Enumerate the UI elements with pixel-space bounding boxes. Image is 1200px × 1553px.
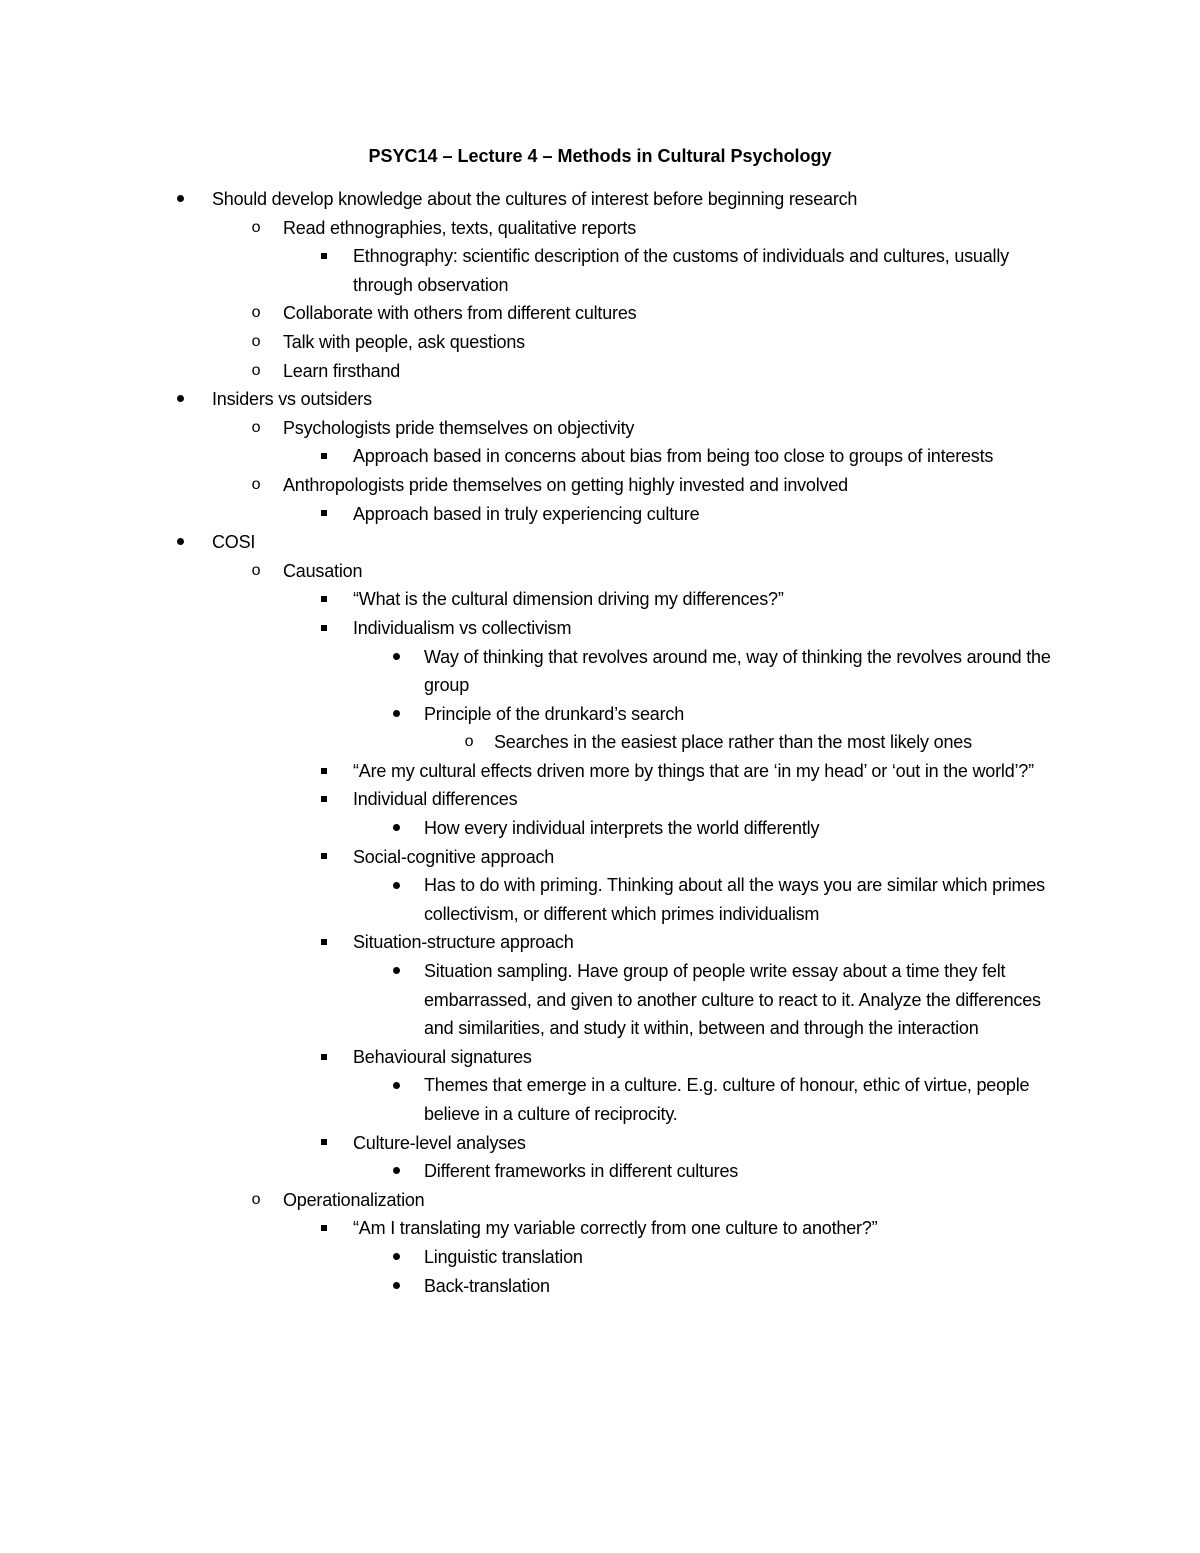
outline-item-text: Principle of the drunkard’s search	[424, 703, 685, 724]
outline-item-level-2	[0, 557, 1200, 586]
square-bullet-icon	[314, 614, 334, 643]
square-bullet-icon	[314, 500, 334, 529]
outline-item-text: Causation	[283, 560, 363, 581]
circle-bullet-icon: o	[251, 561, 261, 579]
outline-item-text: Anthropologists pride themselves on getting highly invested and involved	[283, 474, 848, 495]
outline-item-level-1	[0, 528, 1200, 557]
disc-bullet-icon	[386, 1243, 406, 1272]
circle-bullet-icon: o	[464, 733, 474, 751]
outline-item-text: Talk with people, ask questions	[283, 331, 525, 352]
outline-item-text: Ethnography: scientific description of the customs of individuals and cultures, usually through observation	[353, 246, 1009, 295]
outline-item-level-2	[0, 299, 1200, 328]
outline-item-level-3	[0, 1129, 1200, 1158]
outline-item-text: Insiders vs outsiders	[212, 389, 372, 410]
circle-bullet-icon: o	[251, 361, 261, 379]
outline-item-text: Individualism vs collectivism	[353, 617, 572, 638]
outline-item-text: Operationalization	[283, 1189, 425, 1210]
outline-item-text: COSI	[212, 532, 256, 553]
outline-item-level-3	[0, 928, 1200, 957]
square-bullet-icon	[314, 442, 334, 471]
document-title: PSYC14 – Lecture 4 – Methods in Cultural Psychology	[368, 146, 832, 166]
outline-item-text: Linguistic translation	[424, 1246, 583, 1267]
square-bullet-icon	[314, 1129, 334, 1158]
outline-item-text: Back-translation	[424, 1275, 550, 1296]
disc-bullet-icon	[386, 700, 406, 729]
outline-item-text: “Are my cultural effects driven more by things that are ‘in my head’ or ‘out in the world’?”	[353, 760, 1034, 781]
outline-item-level-2	[0, 357, 1200, 386]
outline-item-text: Approach based in truly experiencing culture	[353, 503, 700, 524]
square-bullet-icon	[314, 757, 334, 786]
disc-bullet-icon	[170, 385, 190, 414]
outline-item-level-4	[0, 1272, 1200, 1301]
disc-bullet-icon	[170, 185, 190, 214]
outline-item-text: Culture-level analyses	[353, 1132, 526, 1153]
outline-item-text: Learn firsthand	[283, 360, 401, 381]
disc-bullet-icon	[386, 1157, 406, 1186]
outline-item-text: Read ethnographies, texts, qualitative reports	[283, 217, 637, 238]
outline-item-text: Situation sampling. Have group of people write essay about a time they felt embarrassed, and given to another culture to react to it. Analyze the differences and similarities, and study it within, between and through the interaction	[424, 961, 1041, 1039]
outline-item-level-3	[0, 785, 1200, 814]
outline-item-text: Psychologists pride themselves on objectivity	[283, 417, 635, 438]
outline-item-level-3	[0, 614, 1200, 643]
outline-item-text: Way of thinking that revolves around me, way of thinking the revolves around the group	[424, 646, 1051, 696]
outline-item-level-1	[0, 185, 1200, 214]
outline-item-level-3	[0, 442, 1200, 471]
outline-item-text: “What is the cultural dimension driving my differences?”	[353, 589, 784, 610]
outline-item-text: Should develop knowledge about the cultures of interest before beginning research	[212, 189, 858, 209]
outline-item-text: “Am I translating my variable correctly from one culture to another?”	[353, 1218, 878, 1239]
disc-bullet-icon	[386, 1272, 406, 1301]
square-bullet-icon	[314, 1214, 334, 1243]
outline-item-text: Behavioural signatures	[353, 1046, 532, 1067]
outline-item-level-4	[0, 1243, 1200, 1272]
outline-item-text: Individual differences	[353, 789, 518, 810]
outline-item-level-3	[0, 757, 1200, 786]
circle-bullet-icon: o	[251, 218, 261, 236]
disc-bullet-icon	[386, 814, 406, 843]
outline-item-level-3	[0, 242, 1200, 299]
square-bullet-icon	[314, 785, 334, 814]
outline-item-level-2	[0, 471, 1200, 500]
outline-item-level-4	[0, 643, 1200, 700]
disc-bullet-icon	[386, 643, 406, 672]
circle-bullet-icon: o	[251, 304, 261, 322]
outline-item-text: Collaborate with others from different cultures	[283, 303, 637, 324]
outline-item-text: Situation-structure approach	[353, 932, 574, 953]
outline-item-level-4	[0, 1157, 1200, 1186]
outline-item-level-4	[0, 1071, 1200, 1128]
square-bullet-icon	[314, 1043, 334, 1072]
outline-item-level-2	[0, 214, 1200, 243]
square-bullet-icon	[314, 585, 334, 614]
outline-item-level-3	[0, 585, 1200, 614]
outline-item-text: Different frameworks in different cultures	[424, 1161, 739, 1182]
outline-item-level-1	[0, 385, 1200, 414]
outline-item-text: Has to do with priming. Thinking about all the ways you are similar which primes collectivism, or different which primes individualism	[424, 875, 1045, 924]
outline-item-level-3	[0, 843, 1200, 872]
outline-item-text: Searches in the easiest place rather than the most likely ones	[494, 732, 972, 753]
square-bullet-icon	[314, 928, 334, 957]
outline-item-level-3	[0, 1214, 1200, 1243]
disc-bullet-icon	[386, 957, 406, 986]
square-bullet-icon	[314, 242, 334, 271]
outline-item-level-5	[0, 728, 1200, 757]
square-bullet-icon	[314, 843, 334, 872]
circle-bullet-icon: o	[251, 475, 261, 493]
outline-item-level-3	[0, 1043, 1200, 1072]
circle-bullet-icon: o	[251, 1190, 261, 1208]
circle-bullet-icon: o	[251, 418, 261, 436]
lecture-outline	[0, 185, 1200, 1300]
outline-item-level-4	[0, 700, 1200, 729]
disc-bullet-icon	[386, 871, 406, 900]
disc-bullet-icon	[386, 1071, 406, 1100]
outline-item-level-4	[0, 871, 1200, 928]
outline-item-level-2	[0, 1186, 1200, 1215]
outline-item-text: How every individual interprets the world differently	[424, 818, 820, 839]
circle-bullet-icon: o	[251, 332, 261, 350]
disc-bullet-icon	[170, 528, 190, 557]
outline-item-level-2	[0, 414, 1200, 443]
outline-item-level-4	[0, 814, 1200, 843]
outline-item-level-4	[0, 957, 1200, 1043]
outline-item-text: Social-cognitive approach	[353, 846, 555, 867]
outline-item-text: Themes that emerge in a culture. E.g. culture of honour, ethic of virtue, people believe in a culture of reciprocity.	[424, 1075, 1030, 1124]
outline-item-level-2	[0, 328, 1200, 357]
outline-item-level-3	[0, 500, 1200, 529]
outline-item-text: Approach based in concerns about bias from being too close to groups of interests	[353, 446, 994, 467]
